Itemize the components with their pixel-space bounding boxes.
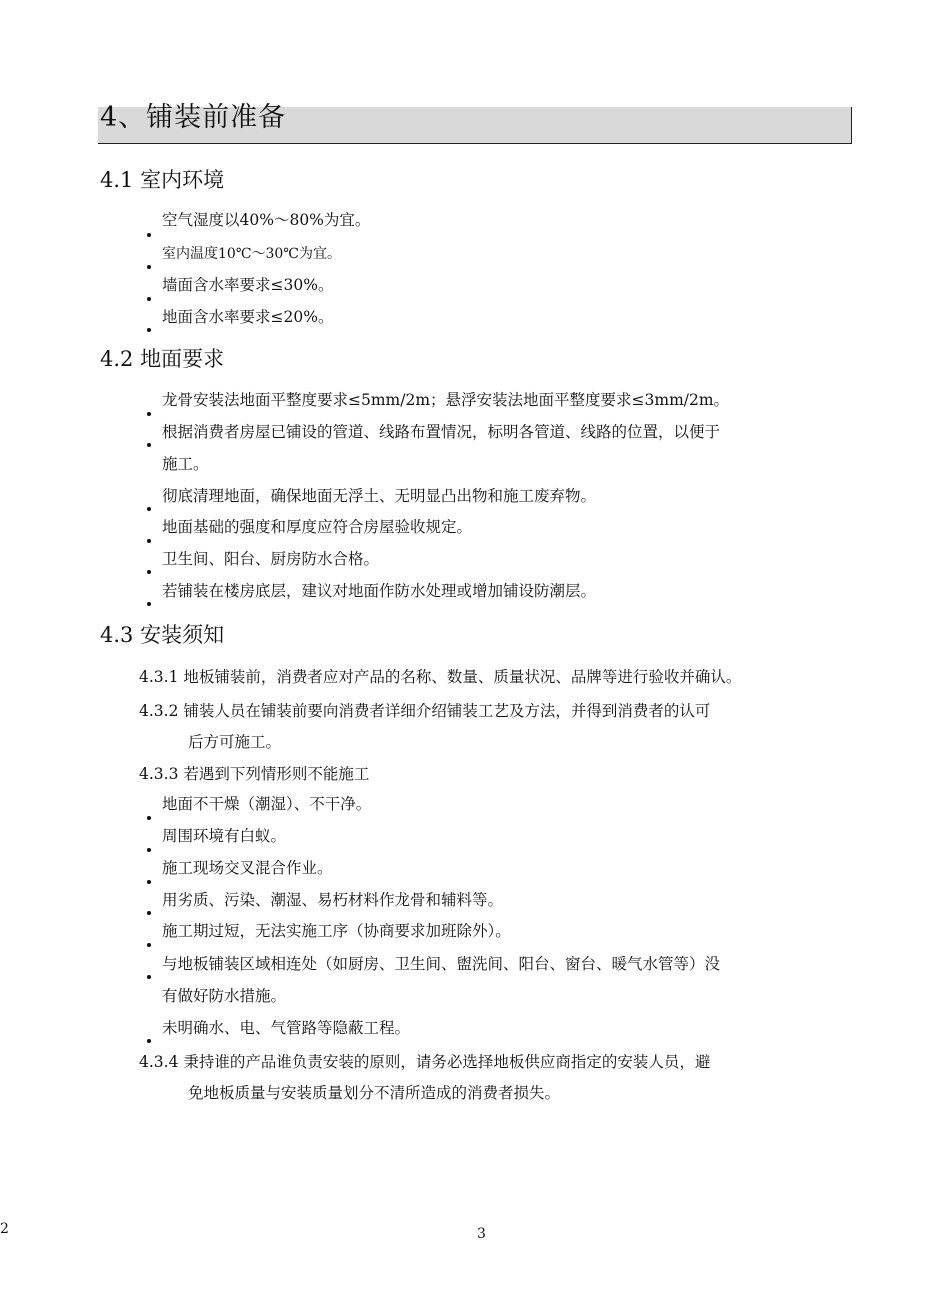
section-title-4-2: 4.2 地面要求 bbox=[100, 347, 225, 371]
list-item: 施工现场交叉混合作业。 bbox=[162, 859, 333, 877]
bullet-icon bbox=[147, 816, 151, 820]
bullet-icon bbox=[147, 233, 151, 237]
page-number: 3 bbox=[477, 1226, 486, 1242]
bullet-icon bbox=[147, 507, 151, 511]
list-item: 用劣质、污染、潮湿、易朽材料作龙骨和辅料等。 bbox=[162, 891, 504, 909]
list-item: 根据消费者房屋已铺设的管道、线路布置情况，标明各管道、线路的位置，以便于 bbox=[162, 423, 721, 441]
bullet-icon bbox=[147, 911, 151, 915]
paragraph-4-3-2: 4.3.2 铺装人员在铺装前要向消费者详细介绍铺装工艺及方法，并得到消费者的认可 bbox=[139, 702, 711, 720]
bullet-icon bbox=[147, 602, 151, 606]
paragraph-4-3-4: 4.3.4 秉持谁的产品谁负责安装的原则，请务必选择地板供应商指定的安装人员，避 bbox=[139, 1053, 711, 1071]
bullet-icon bbox=[147, 412, 151, 416]
list-item: 周围环境有白蚁。 bbox=[162, 827, 287, 845]
list-item: 室内温度10℃～30℃为宜。 bbox=[162, 246, 341, 262]
bullet-icon bbox=[147, 570, 151, 574]
list-item: 彻底清理地面，确保地面无浮土、无明显凸出物和施工废弃物。 bbox=[162, 487, 597, 505]
bullet-icon bbox=[147, 1039, 151, 1043]
list-item: 未明确水、电、气管路等隐蔽工程。 bbox=[162, 1019, 411, 1037]
list-item: 地面不干燥（潮湿）、不干净。 bbox=[162, 795, 372, 813]
list-item: 空气湿度以40%～80%为宜。 bbox=[162, 211, 371, 229]
paragraph-4-3-3: 4.3.3 若遇到下列情形则不能施工 bbox=[139, 765, 370, 783]
bullet-icon bbox=[147, 943, 151, 947]
list-item: 若铺装在楼房底层，建议对地面作防水处理或增加铺设防潮层。 bbox=[162, 582, 597, 600]
list-item: 龙骨安装法地面平整度要求≤5mm/2m；悬浮安装法地面平整度要求≤3mm/2m。 bbox=[162, 391, 730, 409]
bullet-icon bbox=[147, 880, 151, 884]
section-title-4-3: 4.3 安装须知 bbox=[100, 623, 225, 647]
chapter-title: 4、铺装前准备 bbox=[100, 102, 287, 133]
list-item: 与地板铺装区域相连处（如厨房、卫生间、盥洗间、阳台、窗台、暖气水管等）没 bbox=[162, 955, 721, 973]
list-item: 卫生间、阳台、厨房防水合格。 bbox=[162, 550, 380, 568]
bullet-icon bbox=[147, 539, 151, 543]
list-item: 地面基础的强度和厚度应符合房屋验收规定。 bbox=[162, 518, 473, 536]
bullet-icon bbox=[147, 297, 151, 301]
list-item: 施工期过短，无法实施工序（协商要求加班除外）。 bbox=[162, 922, 511, 940]
list-item: 墙面含水率要求≤30%。 bbox=[162, 276, 334, 294]
list-item: 地面含水率要求≤20%。 bbox=[162, 308, 334, 326]
bullet-icon bbox=[147, 848, 151, 852]
paragraph-4-3-4-continuation: 免地板质量与安装质量划分不清所造成的消费者损失。 bbox=[188, 1084, 561, 1102]
paragraph-4-3-2-continuation: 后方可施工。 bbox=[188, 733, 282, 751]
bullet-icon bbox=[147, 975, 151, 979]
bullet-icon bbox=[147, 265, 151, 269]
footer-left-mark: 2 bbox=[0, 1221, 9, 1237]
paragraph-4-3-1: 4.3.1 地板铺装前，消费者应对产品的名称、数量、质量状况、品牌等进行验收并确认。 bbox=[139, 668, 742, 686]
list-item-continuation: 有做好防水措施。 bbox=[162, 987, 287, 1005]
section-title-4-1: 4.1 室内环境 bbox=[100, 168, 225, 192]
bullet-icon bbox=[147, 443, 151, 447]
bullet-icon bbox=[147, 328, 151, 332]
list-item-continuation: 施工。 bbox=[162, 455, 209, 473]
